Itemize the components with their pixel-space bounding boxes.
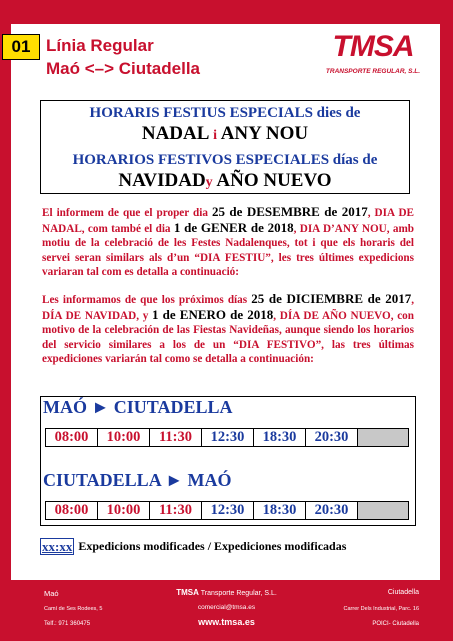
para-es-text2: , DÍA DE NAVIDAD, y	[42, 294, 414, 322]
route-heading-ciutadella-mao: CIUTADELLA ► MAÓ	[43, 470, 232, 490]
time-cell-modified: 12:30	[202, 502, 254, 519]
para-cat-text1: El informem de que el proper dia	[42, 207, 212, 219]
logo-wordmark: TMSA	[332, 30, 414, 63]
time-cell: 08:00	[46, 502, 98, 519]
notice-spanish-anonuevo: AÑO NUEVO	[216, 170, 332, 191]
time-cell-modified: 12:30	[202, 429, 254, 446]
footer-email[interactable]: comercial@tmsa.es	[197, 604, 256, 611]
para-cat-date1: 25 de DESEMBRE de 2017	[211, 204, 368, 219]
times-row-ciutadella-mao	[45, 501, 409, 520]
time-cell: 08:00	[46, 429, 98, 446]
para-cat-text3: , DIA D’ANY NOU, amb motiu de la celebració de les Festes Nadalenques, tot i que els horaris del servei seran similars als d’un “DIA FESTIU”, les tres últimes expedicions variaran tal com es detalla a continuació:	[42, 222, 414, 279]
time-cell: 11:30	[150, 502, 202, 519]
para-es-date1: 25 de DICIEMBRE de 2017	[251, 291, 412, 306]
footer-left-city: Maó	[44, 589, 59, 598]
paragraph-catalan	[42, 205, 414, 280]
para-es-date2: 1 de ENERO de 2018	[151, 306, 274, 322]
notice-catalan-connector: i	[213, 128, 217, 143]
notice-catalan-nadal: NADAL	[141, 123, 209, 144]
footer-brand-sub: Transporte Regular, S.L.	[200, 590, 277, 597]
para-cat-date2: 1 de GENER de 2018	[173, 219, 294, 235]
notice-catalan-line2	[41, 123, 409, 145]
footer	[0, 588, 453, 641]
footer-brand-name: TMSA	[176, 588, 199, 597]
para-es-text3: , DÍA DE AÑO NUEVO, con motivo de la celebración de las Fiestas Navideñas, aunque siendo los horarios del servicio similares a los de un “DIA FESTIVO”, las tres últimas expediciones variarán tal como se detalla a continuación:	[42, 309, 414, 366]
footer-right-address: Carrer Dels Industrial, Parc. 16	[343, 606, 419, 612]
notice-spanish-line2	[41, 170, 409, 192]
footer-right-area: POICI- Ciutadella	[372, 621, 419, 627]
route-title: Maó <–> Ciutadella	[46, 59, 200, 78]
time-cell-empty	[358, 429, 408, 446]
schedule-box	[40, 396, 416, 526]
time-cell-modified: 20:30	[306, 429, 358, 446]
time-cell-modified: 20:30	[306, 502, 358, 519]
footer-left-phone: Telf.: 971 360475	[44, 621, 91, 627]
notice-catalan-anynou: ANY NOU	[220, 123, 309, 144]
notice-spanish-line1: HORARIOS FESTIVOS ESPECIALES días de	[72, 152, 378, 168]
para-cat-text2: , DIA DE NADAL, com també el dia	[42, 207, 414, 235]
time-cell-modified: 18:30	[254, 429, 306, 446]
time-cell-empty	[358, 502, 408, 519]
times-row-mao-ciutadella	[45, 428, 409, 447]
notice-spanish-navidad: NAVIDAD	[118, 170, 206, 191]
time-cell-modified: 18:30	[254, 502, 306, 519]
legend	[40, 538, 346, 555]
logo-subtitle: TRANSPORTE REGULAR, S.L.	[325, 68, 421, 75]
tmsa-logo	[323, 30, 423, 80]
paragraph-spanish	[42, 292, 414, 367]
notice-spanish-connector: y	[205, 175, 213, 190]
footer-left-address: Camí de Ses Rodees, 5	[44, 606, 103, 612]
time-cell: 10:00	[98, 429, 150, 446]
footer-brand	[0, 588, 453, 597]
legend-marker: xx:xx	[42, 539, 73, 554]
holiday-notice-box	[40, 100, 410, 194]
line-title: Línia Regular	[46, 36, 154, 55]
route-heading-mao-ciutadella: MAÓ ► CIUTADELLA	[43, 397, 233, 417]
para-es-text1: Les informamos de que los próximos días	[42, 294, 252, 306]
footer-right-city: Ciutadella	[387, 589, 419, 596]
legend-text: Expedicions modificades / Expediciones modificadas	[78, 539, 347, 553]
notice-catalan-line1: HORARIS FESTIUS ESPECIALS dies de	[89, 105, 361, 121]
line-number-badge: 01	[2, 34, 40, 60]
footer-website-link[interactable]: www.tmsa.es	[198, 617, 255, 627]
time-cell: 10:00	[98, 502, 150, 519]
time-cell: 11:30	[150, 429, 202, 446]
